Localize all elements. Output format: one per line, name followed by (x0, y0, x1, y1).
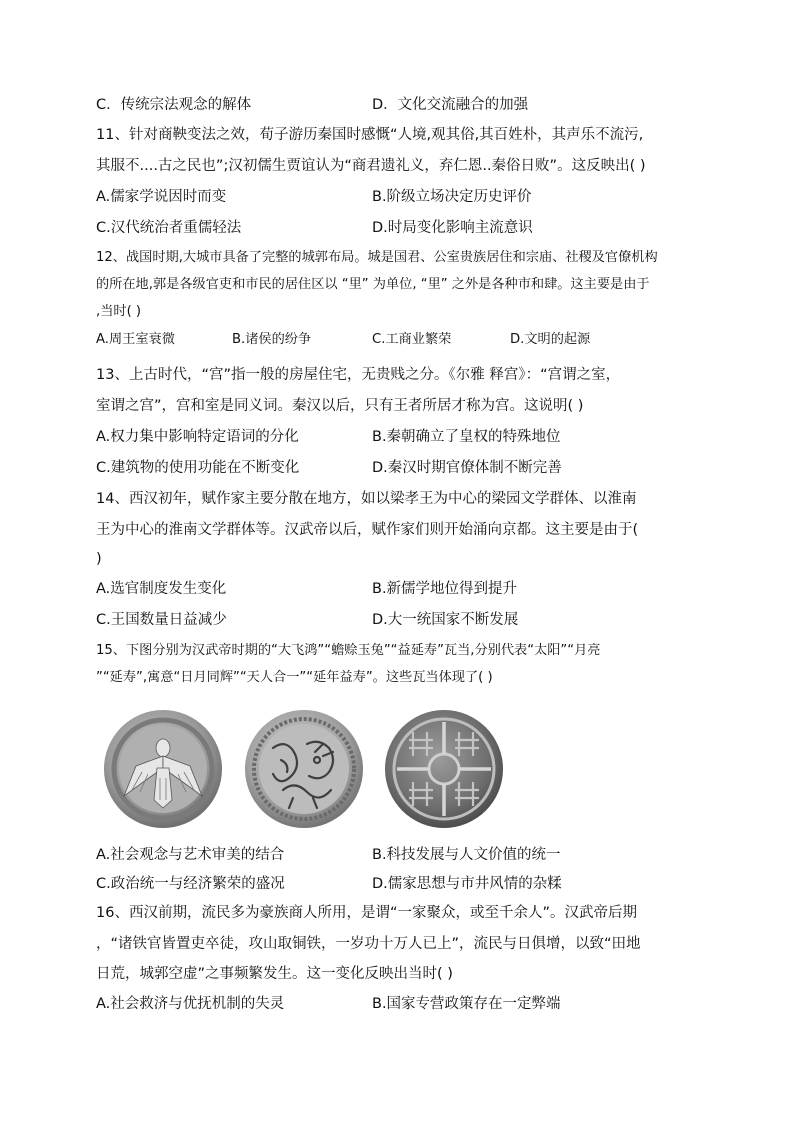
question-12-option-b: B.诸侯的纷争 (232, 332, 312, 347)
question-12-line-3: ,当时( ) (96, 304, 142, 319)
question-13-option-d: D.秦汉时期官僚体制不断完善 (372, 460, 562, 476)
option-d: D．文化交流融合的加强 (372, 97, 529, 113)
question-14-option-b: B.新儒学地位得到提升 (372, 581, 518, 597)
question-16-option-a: A.社会救济与优抚机制的失灵 (96, 996, 285, 1012)
question-16-line-1: 16、西汉前期，流民多为豪族商人所用，是谓“一家聚众，或至千余人”。汉武帝后期 (96, 905, 637, 921)
question-11-option-c: C.汉代统治者重儒轻法 (96, 220, 242, 236)
option-c: C．传统宗法观念的解体 (96, 97, 252, 113)
question-11-option-b: B.阶级立场决定历史评价 (372, 189, 532, 205)
longevity-tile-image (383, 708, 505, 830)
question-14-option-d: D.大一统国家不断发展 (372, 612, 519, 628)
question-14-option-a: A.选官制度发生变化 (96, 581, 227, 597)
flying-goose-tile-image (102, 708, 224, 830)
question-11-option-a: A.儒家学说因时而变 (96, 189, 227, 205)
question-13-line-2: 室谓之宫”，宫和室是同义词。秦汉以后，只有王者所居才称为宫。这说明( ) (96, 398, 584, 414)
question-16-line-2: ，“诸铁官皆置吏卒徒，攻山取铜铁，一岁功十万人已上”，流民与日俱增，以致“田地 (96, 936, 641, 952)
question-14-line-1: 14、西汉初年，赋作家主要分散在地方，如以梁孝王为中心的梁园文学群体、以淮南 (96, 491, 637, 507)
question-15-option-c: C.政治统一与经济繁荣的盛况 (96, 876, 285, 892)
question-11-line-1: 11、针对商鞅变法之效，荀子游历秦国时感慨“人境,观其俗,其百姓朴，其声乐不流污, (96, 127, 644, 143)
toad-rabbit-tile-image (243, 708, 365, 830)
question-14-option-c: C.王国数量日益减少 (96, 612, 227, 628)
question-12-option-c: C.工商业繁荣 (372, 332, 452, 347)
question-15-line-1: 15、下图分别为汉武帝时期的“大飞鸿”“蟾赊玉兔”“益延寿”瓦当,分别代表“太阳”“月亮 (96, 643, 601, 658)
question-16-option-b: B.国家专营政策存在一定弊端 (372, 996, 561, 1012)
question-15-option-d: D.儒家思想与市井风情的杂糅 (372, 876, 562, 892)
question-16-line-3: 日荒，城郭空虚”之事频繁发生。这一变化反映出当时( ) (96, 966, 453, 982)
question-13-line-1: 13、上古时代，“宫”指一般的房屋住宅，无贵贱之分。《尔雅 释宫》：“宫谓之室， (96, 367, 621, 383)
question-13-option-a: A.权力集中影响特定语词的分化 (96, 429, 299, 445)
question-15-option-a: A.社会观念与艺术审美的结合 (96, 847, 285, 863)
question-12-line-1: 12、战国时期,大城市具备了完整的城郭布局。城是国君、公室贵族居住和宗庙、社稷及官僚机构 (96, 250, 658, 265)
question-13-option-b: B.秦朝确立了皇权的特殊地位 (372, 429, 561, 445)
question-12-line-2: 的所在地,郭是各级官吏和市民的居住区以 “里” 为单位, “里” 之外是各种市和肆。这主要是由于 (96, 277, 650, 292)
question-15-line-2: ”“延寿”,寓意“日月同辉”“天人合一”“延年益寿”。这些瓦当体现了( ) (96, 670, 493, 685)
question-14-line-2: 王为中心的淮南文学群体等。汉武帝以后，赋作家们则开始涌向京都。这主要是由于( (96, 522, 639, 538)
question-11-option-d: D.时局变化影响主流意识 (372, 220, 533, 236)
question-13-option-c: C.建筑物的使用功能在不断变化 (96, 460, 300, 476)
question-12-option-d: D.文明的起源 (510, 332, 591, 347)
question-15-option-b: B.科技发展与人文价值的统一 (372, 847, 561, 863)
question-12-option-a: A.周王室衰微 (96, 332, 175, 347)
question-11-line-2: 其服不....古之民也”;汉初儒生贾谊认为“商君遗礼义，弃仁恩..秦俗日败”。这反映出( ) (96, 158, 646, 174)
question-14-line-3: ) (96, 551, 102, 567)
